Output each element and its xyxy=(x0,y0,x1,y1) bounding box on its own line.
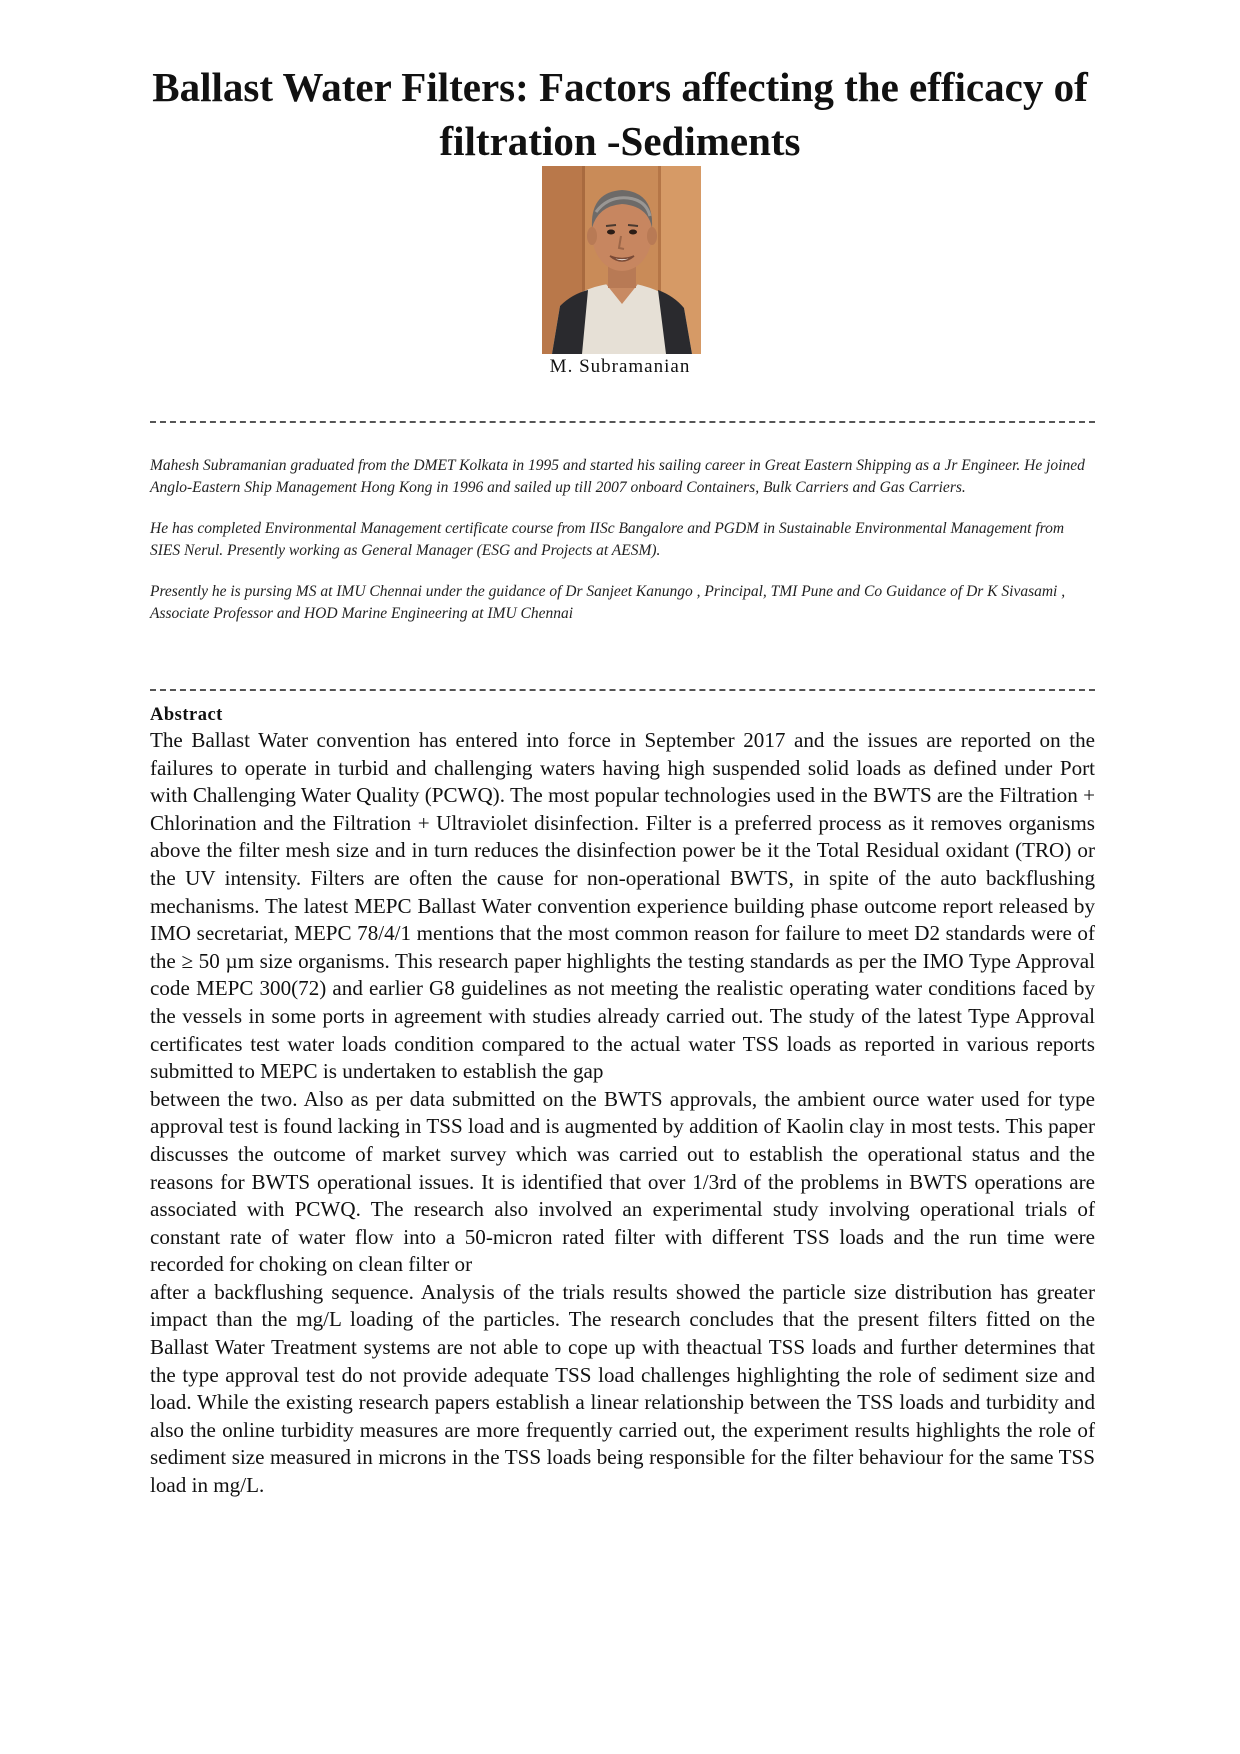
abstract-heading: Abstract xyxy=(150,705,223,725)
abstract-section xyxy=(150,703,1095,1500)
author-bio xyxy=(150,455,1095,644)
bio-paragraph: He has completed Environmental Management certificate course from IISc Bangalore and PGDM in Sustainable Environmental Management from SIES Nerul. Presently working as General Manager (ESG and Projects at AESM). xyxy=(150,520,1065,559)
section-divider-top xyxy=(150,421,1095,423)
abstract-body xyxy=(150,727,1095,1500)
author-photo xyxy=(542,166,701,354)
page-title: Ballast Water Filters: Factors affecting the efficacy of filtration -Sediments xyxy=(152,64,1088,164)
bio-paragraph: Mahesh Subramanian graduated from the DMET Kolkata in 1995 and started his sailing career in Great Eastern Shipping as a Jr Engineer. He joined Anglo-Eastern Ship Management Hong Kong in 1996 and sailed up till 2007 onboard Containers, Bulk Carriers and Gas Carriers. xyxy=(150,457,1085,496)
author-portrait-image xyxy=(542,166,701,354)
abstract-paragraph: between the two. Also as per data submitted on the BWTS approvals, the ambient ource water used for type approval test is found lacking in TSS load and is augmented by addition of Kaolin clay in most tests. This paper discusses the outcome of market survey which was carried out to establish the operational status and the reasons for BWTS operational issues. It is identified that over 1/3rd of the problems in BWTS operations are associated with PCWQ. The research also involved an experimental study involving operational trials of constant rate of water flow into a 50-micron rated filter with different TSS loads and the run time were recorded for choking on clean filter or xyxy=(150,1086,1095,1277)
abstract-paragraph: after a backflushing sequence. Analysis of the trials results showed the particle size distribution has greater impact than the mg/L loading of the particles. The research concludes that the present filters fitted on the Ballast Water Treatment systems are not able to cope up with theactual TSS loads and further determines that the type approval test do not provide adequate TSS load challenges highlighting the role of sediment size and load. While the existing research papers establish a linear relationship between the TSS loads and turbidity and also the online turbidity measures are more frequently carried out, the experiment results highlights the role of sediment size measured in microns in the TSS loads being responsible for the filter behaviour for the same TSS load in mg/L. xyxy=(150,1279,1095,1498)
section-divider-bottom xyxy=(150,689,1095,691)
bio-paragraph: Presently he is pursing MS at IMU Chennai under the guidance of Dr Sanjeet Kanungo , Principal, TMI Pune and Co Guidance of Dr K Sivasami , Associate Professor and HOD Marine Engineering at IMU Chennai xyxy=(150,583,1066,622)
author-name: M. Subramanian xyxy=(549,356,691,377)
abstract-paragraph: The Ballast Water convention has entered into force in September 2017 and the issues are reported on the failures to operate in turbid and challenging waters having high suspended solid loads as defined under Port with Challenging Water Quality (PCWQ). The most popular technologies used in the BWTS are the Filtration + Chlorination and the Filtration + Ultraviolet disinfection. Filter is a preferred process as it removes organisms above the filter mesh size and in turn reduces the disinfection power be it the Total Residual oxidant (TRO) or the UV intensity. Filters are often the cause for non-operational BWTS, in spite of the auto backflushing mechanisms. The latest MEPC Ballast Water convention experience building phase outcome report released by IMO secretariat, MEPC 78/4/1 mentions that the most common reason for failure to meet D2 standards were of the ≥ 50 µm size organisms. This research paper highlights the testing standards as per the IMO Type Approval code MEPC 300(72) and earlier G8 guidelines as not meeting the realistic operating water conditions faced by the vessels in some ports in agreement with studies already carried out. The study of the latest Type Approval certificates test water loads condition compared to the actual water TSS loads as reported in various reports submitted to MEPC is undertaken to establish the gap xyxy=(150,728,1095,1084)
